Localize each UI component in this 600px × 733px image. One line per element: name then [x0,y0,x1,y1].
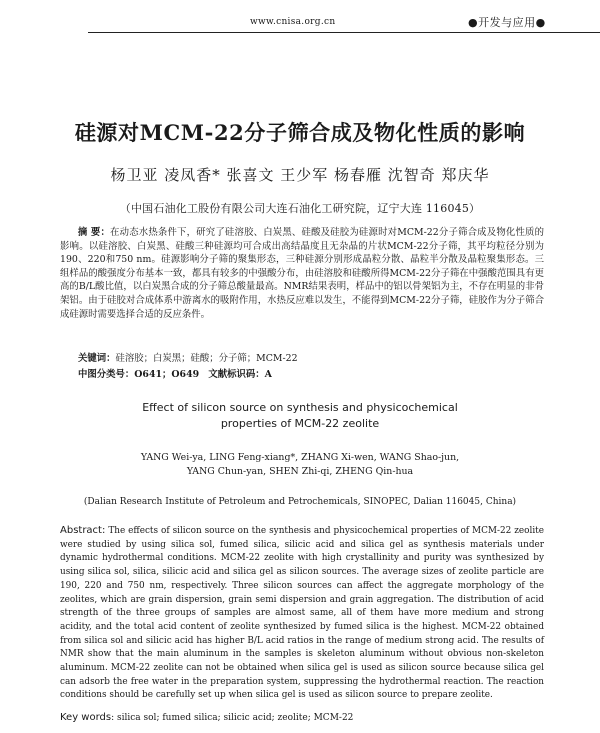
clc-label: 中图分类号： [78,369,135,380]
keywords-cn-text: 硅溶胶；白炭黑；硅酸；分子筛；MCM-22 [115,353,298,364]
doc-code-value: A [264,369,272,380]
clc-value: O641；O649 [134,369,200,380]
keywords-cn [78,350,298,364]
keywords-cn-label: 关键词： [78,353,116,364]
abstract-cn-label: 摘 要： [77,227,111,238]
keywords-en [60,712,353,723]
abstract-cn [60,226,544,321]
classification-line [78,366,272,380]
abstract-cn-text: 在动态水热条件下，研究了硅溶胶、白炭黑、硅酸及硅胶为硅源时对MCM-22分子筛合成及物化性质的影响。以硅溶胶、白炭黑、硅酸三种硅源均可合成出高结晶度且无杂晶的片状MCM-22分子筛，其平均粒径分别为190、220和750 nm。硅源影响分子筛的聚集形态，三种硅源分别形成晶粒分散、晶粒半分散及晶粒聚集形态。三组样品的酸强度分布基本一致，都具有较多的中强酸分布，由硅溶胶和硅酸所得MCM-22分子筛在中强酸范围具有更高的B/L酸比值，以白炭黑合成的分子筛总酸量最高。NMR结果表明，样品中的铝以骨架铝为主，不存在明显的非骨架铝。由于硅胶对合成体系中游离水的吸附作用，水热反应难以发生，不能得到MCM-22分子筛，硅胶作为分子筛合成硅源时需要选择合适的反应条件。 [60,227,544,320]
page-header [0,0,600,36]
column-label: ●开发与应用● [468,16,546,29]
journal-url[interactable]: www.cnisa.org.cn [250,17,336,27]
header-rule [88,32,600,33]
keywords-en-label: Key words [60,712,112,723]
authors-cn: 杨卫亚 凌凤香* 张喜文 王少军 杨春雁 沈智奇 郑庆华 [110,166,490,184]
article-title-en-line2: properties of MCM-22 zeolite [220,417,380,430]
article-title-en [0,400,600,432]
authors-en [0,451,600,479]
authors-en-line1: YANG Wei-ya, LING Feng-xiang*, ZHANG Xi-wen, WANG Shao-jun, [140,452,460,463]
authors-en-line2: YANG Chun-yan, SHEN Zhi-qi, ZHENG Qin-hua [186,466,414,477]
abstract-en-text: The effects of silicon source on the synthesis and physicochemical properties of MCM-22 zeolite were studied by using silica sol, fumed silica, silicic acid and silica gel as synthesis materials under dynamic hydrothermal conditions. MCM-22 zeolite with high crystallinity and purity was synthesized by using silica sol, silica, silicic acid and silica gel as silicon sources. The average sizes of zeolite particle are 190, 220 and 750 nm, respectively. Three silicon sources can affect the aggregate morphology of the zeolites, which are grain dispersion, grain semi dispersion and grain aggregation. The distribution of acid strength of the three groups of samples are almost same, all of them have more medium and strong acidity, and the total acid content of zeolite synthesized by fumed silica is the highest. MCM-22 obtained from silica sol and silicic acid has higher B/L acid ratios in the range of medium strong acid. The results of NMR show that the main aluminum in the samples is skeleton aluminum without obvious non-skeleton aluminum. MCM-22 zeolite can not be obtained when silica gel is used as silicon source because silica gel can adsorb the free water in the preparation system, suppressing the hydrothermal reaction. The reaction conditions should be carefully set up when silica gel is used as silicon source to prepare zeolite. [60,526,544,701]
affiliation-cn: （中国石油化工股份有限公司大连石油化工研究院，辽宁大连 116045） [119,202,481,215]
keywords-en-text: : silica sol; fumed silica; silicic acid; zeolite; MCM-22 [111,713,354,723]
abstract-en [60,524,544,703]
affiliation-en: (Dalian Research Institute of Petroleum and Petrochemicals, SINOPEC, Dalian 116045, China) [83,497,517,507]
article-title-cn: 硅源对MCM-22分子筛合成及物化性质的影响 [74,120,526,145]
article-title-en-line1: Effect of silicon source on synthesis and physicochemical [142,401,458,414]
doc-code-label: 文献标识码： [208,369,265,380]
abstract-en-label: Abstract: [60,525,106,536]
